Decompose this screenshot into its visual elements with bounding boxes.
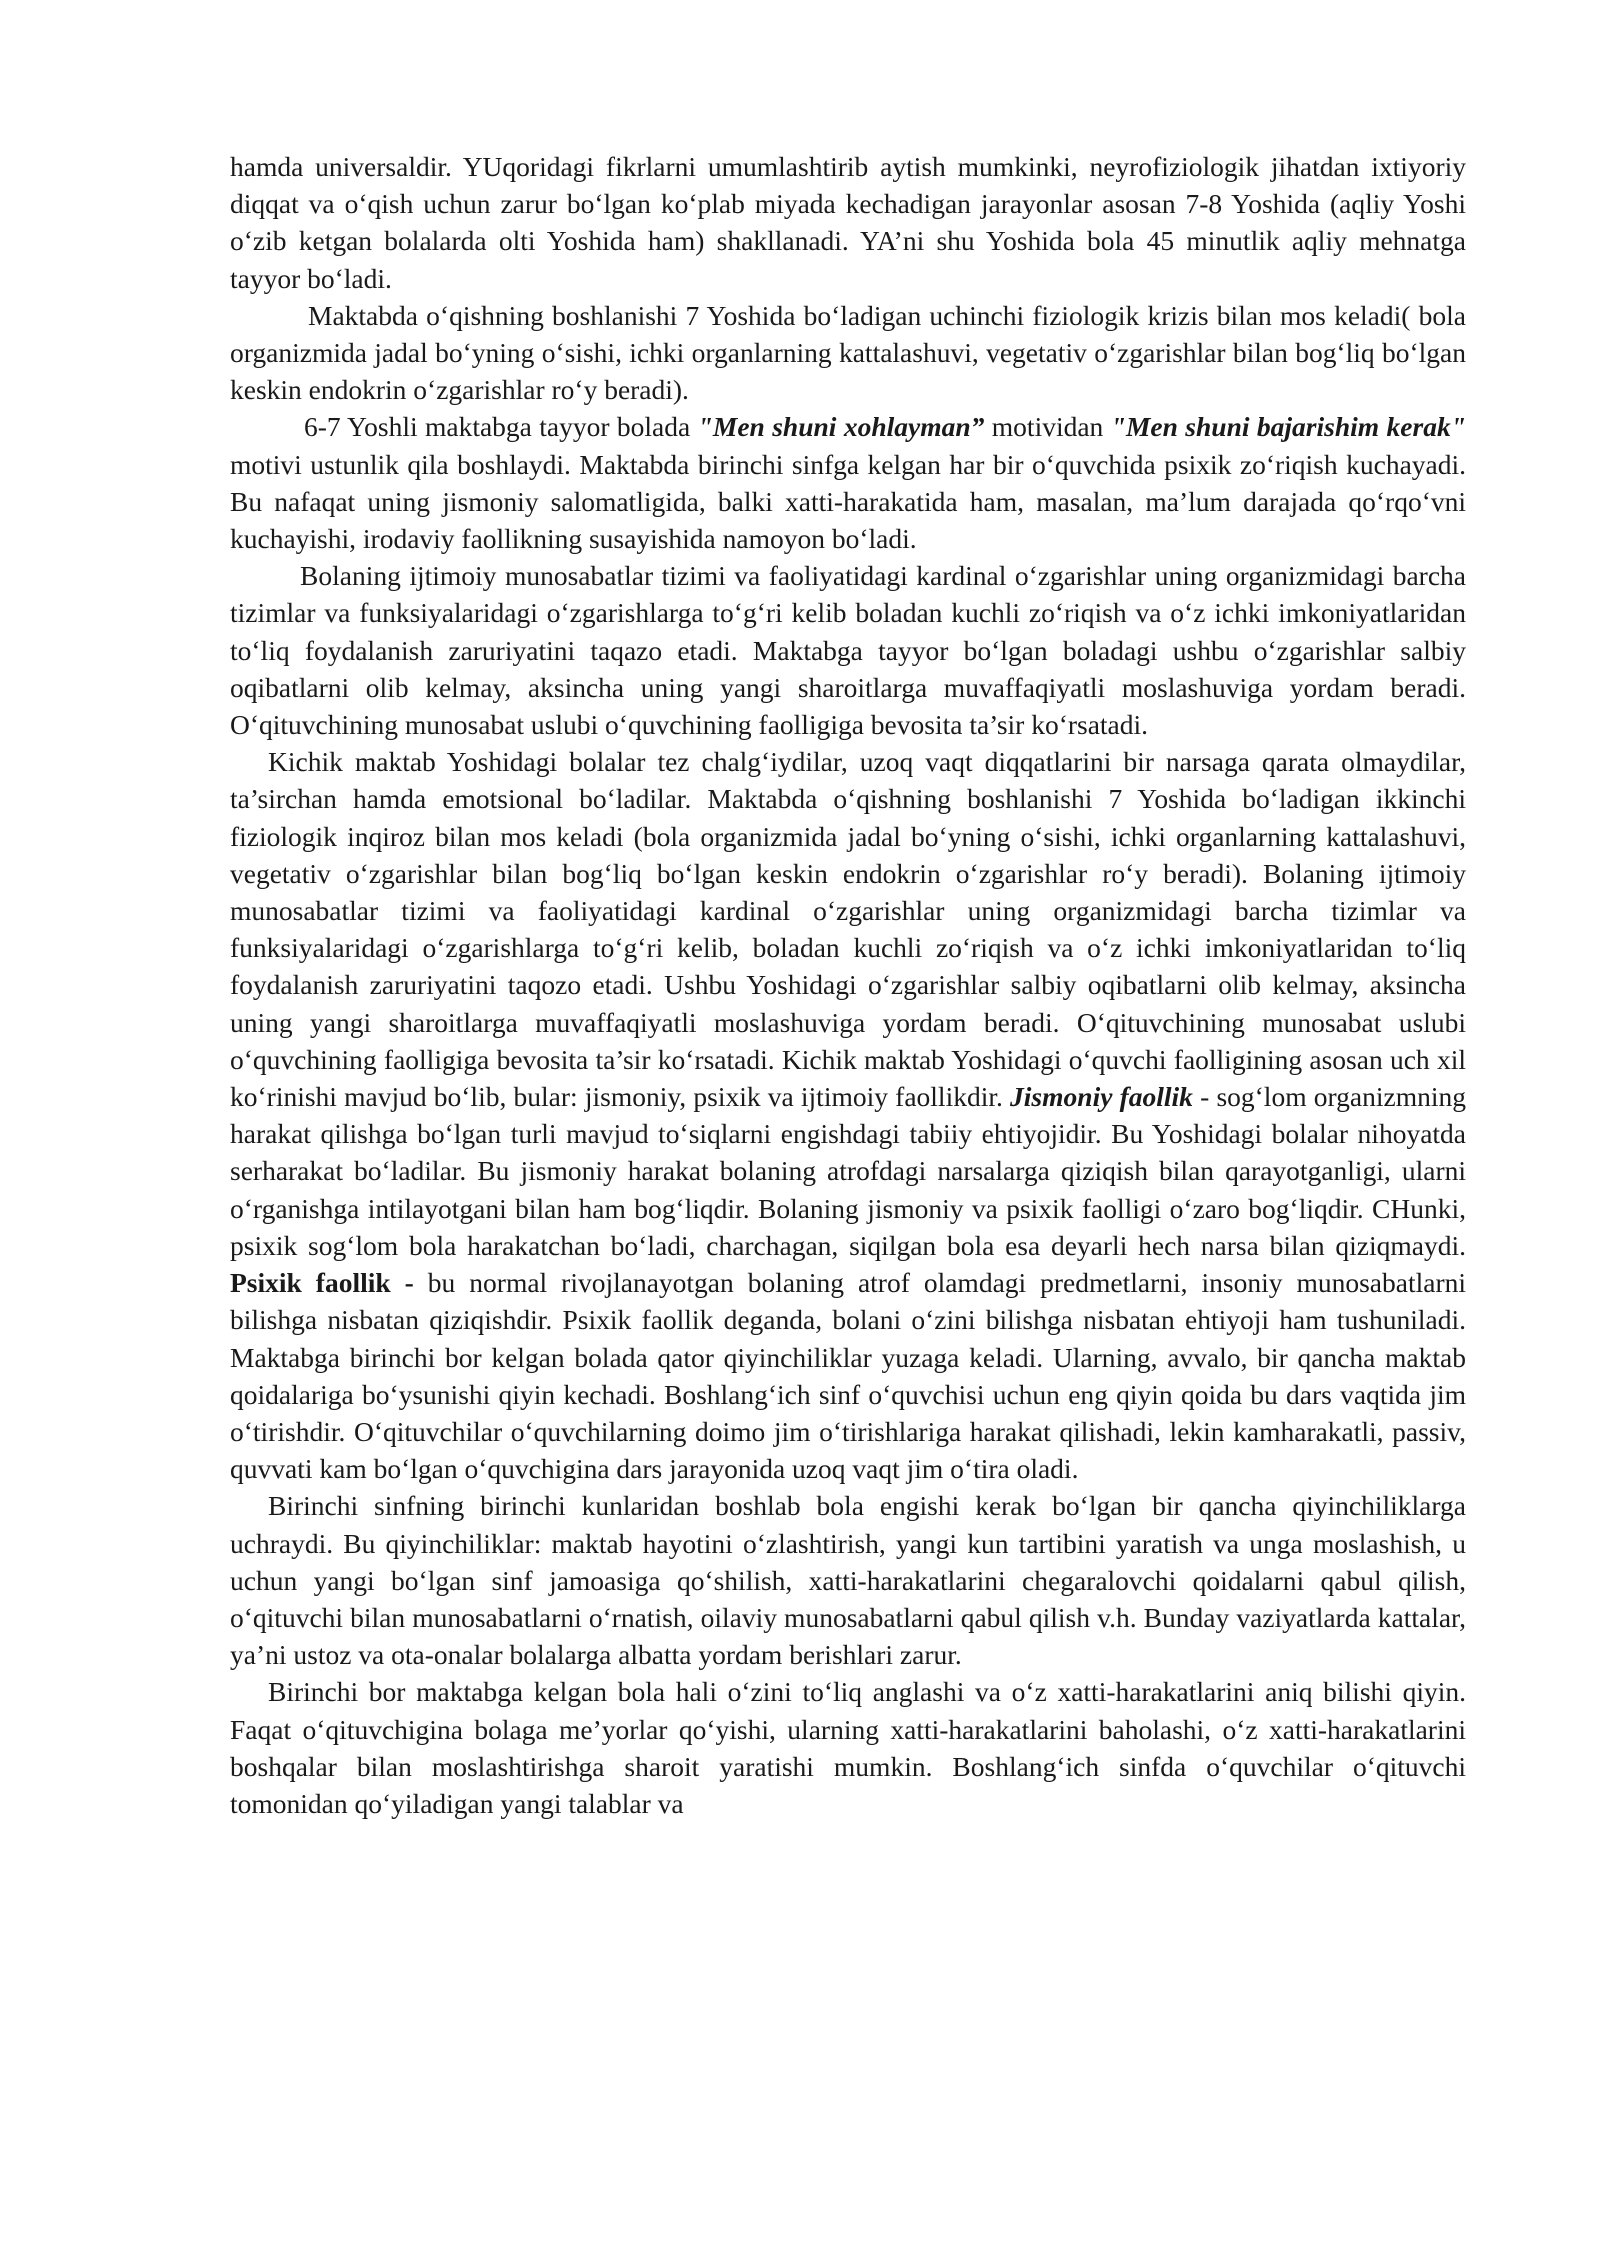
paragraph-3	[230, 408, 1466, 557]
paragraph-3-text-3: motivi ustunlik qila boshlaydi. Maktabda birinchi sinfga kelgan har bir o‘quvchida psixik zo‘riqish kuchayadi. Bu nafaqat uning jismoniy salomatligida, balki xatti-harakatida ham, masalan, ma’lum darajada qo‘rqo‘vni kuchayishi, irodaviy faollikning susayishida namoyon bo‘ladi.	[230, 448, 1466, 555]
term-jismoniy-faollik: Jismoniy faollik	[1010, 1081, 1193, 1113]
term-psixik-faollik: Psixik faollik -	[230, 1267, 414, 1299]
paragraph-3-text-2: motividan	[984, 411, 1111, 443]
paragraph-5-text-1: Kichik maktab Yoshidagi bolalar tez chalg‘iydilar, uzoq vaqt diqqatlarini bir narsaga qarata olmaydilar, ta’sirchan hamda emotsional bo‘ladilar. Maktabda o‘qishning boshlanishi 7 Yoshida bo‘ladigan ikkinchi fiziologik inqiroz bilan mos keladi (bola organizmida jadal bo‘yning o‘sishi, ichki organlarning kattalashuvi, vegetativ o‘zgarishlar bilan bog‘liq bo‘lgan keskin endokrin o‘zgarishlar ro‘y beradi). Bolaning ijtimoiy munosabatlar tizimi va faoliyatidagi kardinal o‘zgarishlar uning organizmidagi barcha tizimlar va funksiyalaridagi o‘zgarishlarga to‘g‘ri kelib, boladan kuchli zo‘riqish va o‘z ichki imkoniyatlaridan to‘liq foydalanish zaruriyatini taqozo etadi. Ushbu Yoshidagi o‘zgarishlar salbiy oqibatlarni olib kelmay, aksincha uning yangi sharoitlarga muvaffaqiyatli moslashuviga yordam beradi. O‘qituvchining munosabat uslubi o‘quvchining faolligiga bevosita ta’sir ko‘rsatadi. Kichik maktab Yoshidagi o‘quvchi faolligining asosan uch xil ko‘rinishi mavjud bo‘lib, bular: jismoniy, psixik va ijtimoiy faollikdir.	[230, 746, 1466, 1113]
paragraph-2: Maktabda o‘qishning boshlanishi 7 Yoshida bo‘ladigan uchinchi fiziologik krizis bilan mos keladi( bola organizmida jadal bo‘yning o‘sishi, ichki organlarning kattalashuvi, vegetativ o‘zgarishlar bilan bog‘liq bo‘lgan keskin endokrin o‘zgarishlar ro‘y beradi).	[230, 299, 1466, 406]
paragraph-1: hamda universaldir. YUqoridagi fikrlarni umumlashtirib aytish mumkinki, neyrofiziologik jihatdan ixtiyoriy diqqat va o‘qish uchun zarur bo‘lgan ko‘plab miyada kechadigan jarayonlar asosan 7-8 Yoshida (aqliy Yoshi o‘zib ketgan bolalarda olti Yoshida ham) shakllanadi. YA’ni shu Yoshida bola 45 minutlik aqliy mehnatga tayyor bo‘ladi.	[230, 151, 1466, 294]
paragraph-4: Bolaning ijtimoiy munosabatlar tizimi va faoliyatidagi kardinal o‘zgarishlar uning organizmidagi barcha tizimlar va funksiyalaridagi o‘zgarishlarga to‘g‘ri kelib boladan kuchli zo‘riqish va o‘z ichki imkoniyatlaridan to‘liq foydalanish zaruriyatini taqazo etadi. Maktabga tayyor bo‘lgan boladagi ushbu o‘zgarishlar salbiy oqibatlarni olib kelmay, aksincha uning yangi sharoitlarga muvaffaqiyatli moslashuviga yordam beradi. O‘qituvchining munosabat uslubi o‘quvchining faolligiga bevosita ta’sir ko‘rsatadi.	[230, 560, 1466, 741]
emphasis-men-shuni-xohlayman: "Men shuni xohlayman”	[697, 411, 985, 443]
paragraph-6: Birinchi sinfning birinchi kunlaridan boshlab bola engishi kerak bo‘lgan bir qancha qiyinchiliklarga uchraydi. Bu qiyinchiliklar: maktab hayotini o‘zlashtirish, yangi kun tartibini yaratish va unga moslashish, u uchun yangi bo‘lgan sinf jamoasiga qo‘shilish, xatti-harakatlarini chegaralovchi qoidalarni qabul qilish, o‘qituvchi bilan munosabatlarni o‘rnatish, oilaviy munosabatlarni qabul qilish v.h. Bunday vaziyatlarda kattalar, ya’ni ustoz va ota-onalar bolalarga albatta yordam berishlari zarur.	[230, 1490, 1466, 1671]
paragraph-3-text-1: 6-7 Yoshli maktabga tayyor bolada	[304, 411, 698, 443]
paragraph-5	[230, 743, 1466, 1487]
paragraph-7: Birinchi bor maktabga kelgan bola hali o‘zini to‘liq anglashi va o‘z xatti-harakatlarini aniq bilishi qiyin. Faqat o‘qituvchigina bolaga me’yorlar qo‘yishi, ularning xatti-harakatlarini baholashi, o‘z xatti-harakatlarini boshqalar bilan moslashtirishga sharoit yaratishi mumkin. Boshlang‘ich sinfda o‘quvchilar o‘qituvchi tomonidan qo‘yiladigan yangi talablar va	[230, 1676, 1466, 1819]
paragraph-5-text-3: bu normal rivojlanayotgan bolaning atrof olamdagi predmetlarni, insoniy munosabatlarni bilishga nisbatan qiziqishdir. Psixik faollik deganda, bolani o‘zini bilishga nisbatan ehtiyoji ham tushuniladi. Maktabga birinchi bor kelgan bolada qator qiyinchiliklar yuzaga keladi. Ularning, avvalo, bir qancha maktab qoidalariga bo‘ysunishi qiyin kechadi. Boshlang‘ich sinf o‘quvchisi uchun eng qiyin qoida bu dars vaqtida jim o‘tirishdir. O‘qituvchilar o‘quvchilarning doimo jim o‘tirishlariga harakat qilishadi, lekin kamharakatli, passiv, quvvati kam bo‘lgan o‘quvchigina dars jarayonida uzoq vaqt jim o‘tira oladi.	[230, 1267, 1467, 1485]
document-page	[230, 148, 1466, 1822]
paragraph-5-text-2: - sog‘lom organizmning harakat qilishga bo‘lgan turli mavjud to‘siqlarni engishdagi tabiiy ehtiyojidir. Bu Yoshidagi bolalar nihoyatda serharakat bo‘ladilar. Bu jismoniy harakat bolaning atrofdagi narsalarga qiziqish bilan qarayotganligi, ularni o‘rganishga intilayotgani bilan ham bog‘liqdir. Bolaning jismoniy va psixik faolligi o‘zaro bog‘liqdir. CHunki, psixik sog‘lom bola harakatchan bo‘ladi, charchagan, siqilgan bola esa deyarli hech narsa bilan qiziqmaydi.	[230, 1081, 1467, 1261]
emphasis-men-shuni-bajarishim-kerak: "Men shuni bajarishim kerak"	[1110, 411, 1466, 443]
